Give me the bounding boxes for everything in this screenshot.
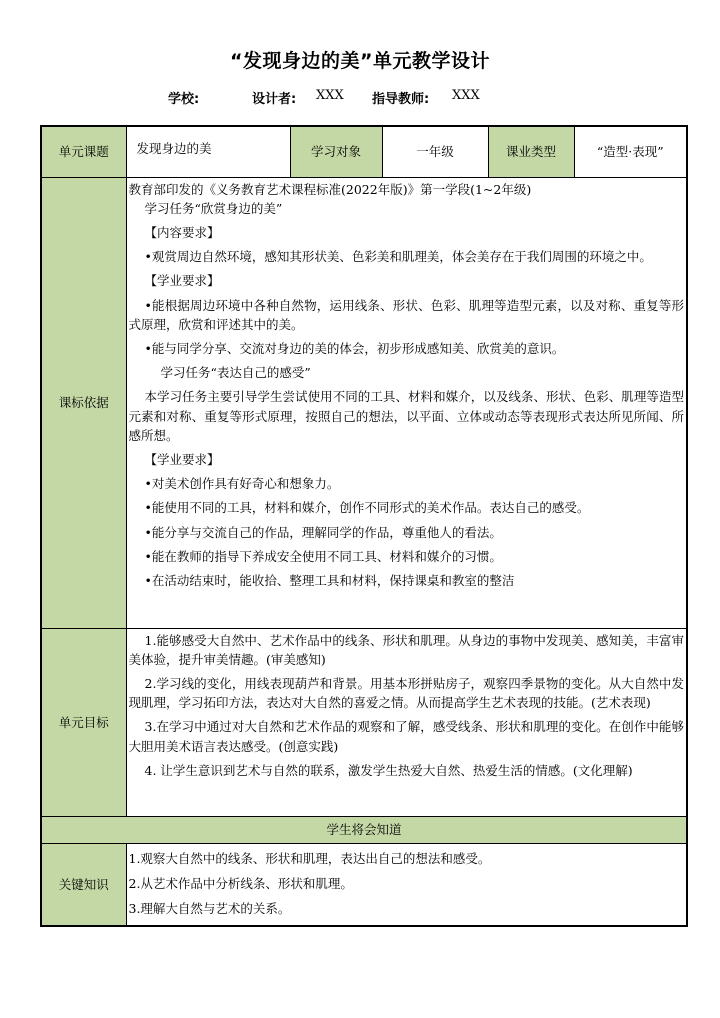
- basis-line: 学习任务“欣赏身边的美”: [144, 200, 283, 216]
- basis-content: [126, 177, 687, 628]
- basis-line: •在活动结束时，能收拾、整理工具和材料，保持课桌和教室的整洁: [144, 572, 515, 588]
- unit-label: 单元课题: [41, 126, 126, 177]
- basis-line: 教育部印发的《义务教育艺术课程标准(2022年版)》第一学段(1~2年级): [128, 181, 532, 197]
- unit-value: 发现身边的美: [126, 126, 290, 177]
- knowledge-row: [41, 843, 687, 926]
- basis-line: •观赏周边自然环境，感知其形状美、色彩美和肌理美，体会美存在于我们周围的环境之中。: [144, 249, 652, 265]
- basis-line: •能在教师的指导下养成安全使用不同工具、材料和媒介的习惯。: [144, 548, 502, 564]
- advisor-value: XXX: [452, 88, 480, 103]
- document-title: “发现身边的美”单元教学设计: [230, 50, 490, 72]
- advisor-label: 指导教师:: [372, 92, 430, 107]
- basis-line: 【内容要求】: [144, 224, 220, 240]
- basis-line: •能与同学分享、交流对身边的美的体会，初步形成感知美、欣赏美的意识。: [144, 340, 565, 356]
- designer-label: 设计者:: [252, 92, 297, 107]
- basis-row: [41, 177, 687, 628]
- audience-label: 学习对象: [290, 126, 382, 177]
- header-row: [41, 126, 687, 177]
- goal-item: 2.学习线的变化，用线表现葫芦和背景。用基本形拼贴房子，观察四季景物的变化。从大自然中发现肌理，学习拓印方法，表达对大自然的喜爱之情。从而提高学生艺术表现的技能。(艺术表现): [128, 675, 684, 711]
- goal-item: 3.在学习中通过对大自然和艺术作品的观察和了解，感受线条、形状和肌理的变化。在创作中能够大胆用美术语言表达感受。(创意实践): [128, 719, 684, 754]
- basis-label: 课标依据: [41, 177, 126, 628]
- goal-item: 4. 让学生意识到艺术与自然的联系，激发学生热爱大自然、热爱生活的情感。(文化理解): [144, 762, 633, 778]
- goals-label: 单元目标: [41, 628, 126, 816]
- basis-line: •能分享与交流自己的作品，理解同学的作品，尊重他人的看法。: [144, 524, 502, 540]
- goals-row: [41, 628, 687, 816]
- designer-value: XXX: [316, 88, 344, 103]
- basis-line: •能根据周边环境中各种自然物，运用线条、形状、色彩、肌理等造型元素，以及对称、重复等形式原理，欣赏和评述其中的美。: [128, 297, 684, 332]
- basis-line: •能使用不同的工具，材料和媒介，创作不同形式的美术作品。表达自己的感受。: [144, 500, 590, 516]
- basis-line: 学习任务“表达自己的感受”: [160, 365, 311, 381]
- banner-row: [41, 816, 687, 843]
- knowledge-item: 1.观察大自然中的线条、形状和肌理，表达出自己的想法和感受。: [128, 850, 491, 866]
- unit-design-table: [40, 125, 688, 927]
- knowledge-item: 2.从艺术作品中分析线条、形状和肌理。: [128, 875, 353, 891]
- basis-line: •对美术创作具有好奇心和想象力。: [144, 476, 340, 492]
- knowledge-item: 3.理解大自然与艺术的关系。: [128, 900, 291, 916]
- knowledge-label: 关键知识: [41, 843, 126, 926]
- section-banner: 学生将会知道: [41, 816, 687, 843]
- audience-value: 一年级: [382, 126, 488, 177]
- knowledge-content: [126, 843, 687, 926]
- school-label: 学校:: [168, 92, 200, 107]
- type-label: 课业类型: [488, 126, 574, 177]
- type-value: “造型·表现”: [574, 126, 687, 177]
- basis-line: 【学业要求】: [144, 451, 220, 467]
- basis-line: 【学业要求】: [144, 273, 220, 289]
- basis-line: 本学习任务主要引导学生尝试使用不同的工具、材料和媒介，以及线条、形状、色彩、肌理等造型元素和对称、重复等形式原理，按照自己的想法，以平面、立体或动态等表现形式表达所见所闻、所感所想。: [128, 389, 684, 443]
- goals-content: [126, 628, 687, 816]
- goal-item: 1.能够感受大自然中、艺术作品中的线条、形状和肌理。从身边的事物中发现美、感知美，丰富审美体验，提升审美情趣。(审美感知): [128, 632, 684, 667]
